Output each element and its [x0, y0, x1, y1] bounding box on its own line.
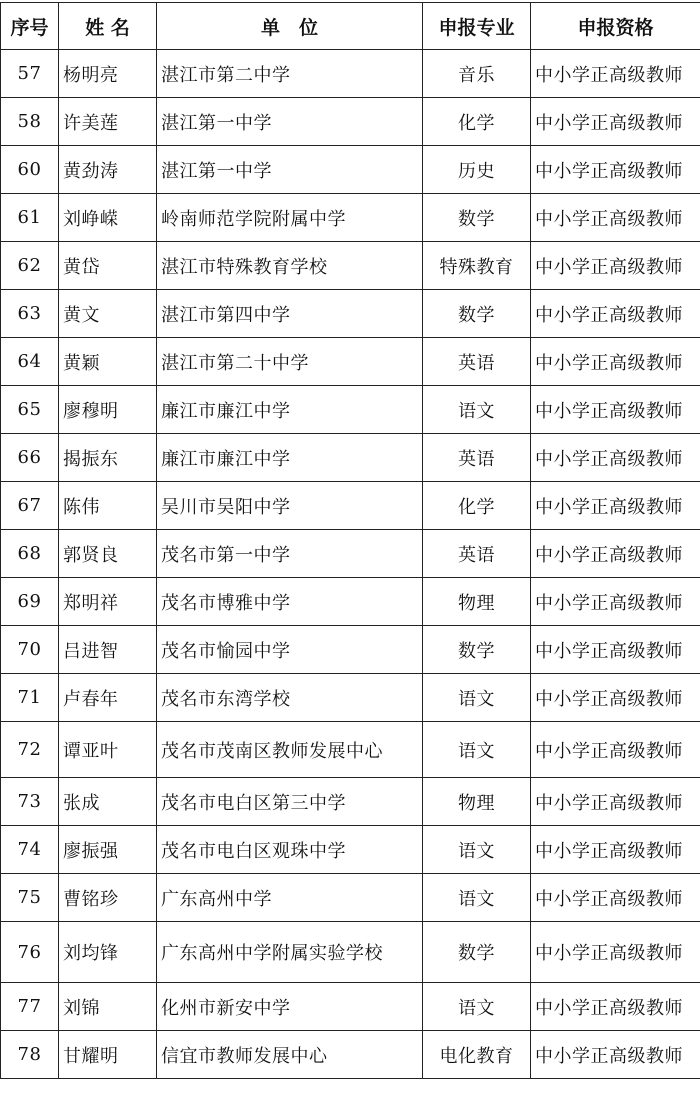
table-row	[1, 922, 700, 983]
cell-unit: 信宜市教师发展中心	[157, 1031, 423, 1079]
cell-unit: 岭南师范学院附属中学	[157, 194, 423, 242]
cell-qualification: 中小学正高级教师	[531, 626, 700, 674]
cell-unit: 茂名市电白区观珠中学	[157, 826, 423, 874]
table-row	[1, 826, 700, 874]
cell-major: 语文	[423, 826, 531, 874]
cell-qualification: 中小学正高级教师	[531, 874, 700, 922]
cell-unit: 茂名市博雅中学	[157, 578, 423, 626]
cell-major: 数学	[423, 922, 531, 983]
cell-major: 英语	[423, 338, 531, 386]
cell-unit: 湛江市第四中学	[157, 290, 423, 338]
header-unit: 单 位	[157, 3, 423, 50]
cell-name: 许美莲	[59, 98, 157, 146]
cell-qualification: 中小学正高级教师	[531, 578, 700, 626]
cell-unit: 吴川市吴阳中学	[157, 482, 423, 530]
cell-unit: 湛江市第二中学	[157, 50, 423, 98]
cell-number: 60	[1, 146, 59, 194]
cell-major: 化学	[423, 98, 531, 146]
cell-major: 英语	[423, 530, 531, 578]
cell-major: 数学	[423, 626, 531, 674]
cell-number: 58	[1, 98, 59, 146]
cell-qualification: 中小学正高级教师	[531, 290, 700, 338]
cell-major: 英语	[423, 434, 531, 482]
cell-major: 音乐	[423, 50, 531, 98]
cell-major: 物理	[423, 778, 531, 826]
cell-major: 语文	[423, 722, 531, 778]
cell-number: 77	[1, 983, 59, 1031]
cell-qualification: 中小学正高级教师	[531, 50, 700, 98]
cell-unit: 茂名市第一中学	[157, 530, 423, 578]
cell-number: 74	[1, 826, 59, 874]
cell-unit: 湛江市第二十中学	[157, 338, 423, 386]
cell-number: 68	[1, 530, 59, 578]
cell-major: 化学	[423, 482, 531, 530]
cell-qualification: 中小学正高级教师	[531, 674, 700, 722]
table-row	[1, 983, 700, 1031]
cell-qualification: 中小学正高级教师	[531, 983, 700, 1031]
table-row	[1, 50, 700, 98]
cell-name: 谭亚叶	[59, 722, 157, 778]
table-row	[1, 242, 700, 290]
cell-qualification: 中小学正高级教师	[531, 338, 700, 386]
cell-qualification: 中小学正高级教师	[531, 242, 700, 290]
cell-number: 69	[1, 578, 59, 626]
cell-name: 甘耀明	[59, 1031, 157, 1079]
table-row	[1, 146, 700, 194]
cell-name: 廖穆明	[59, 386, 157, 434]
cell-number: 65	[1, 386, 59, 434]
cell-major: 特殊教育	[423, 242, 531, 290]
cell-name: 郑明祥	[59, 578, 157, 626]
cell-name: 郭贤良	[59, 530, 157, 578]
cell-qualification: 中小学正高级教师	[531, 778, 700, 826]
cell-major: 数学	[423, 290, 531, 338]
table-row	[1, 386, 700, 434]
cell-number: 66	[1, 434, 59, 482]
table-row	[1, 578, 700, 626]
cell-qualification: 中小学正高级教师	[531, 1031, 700, 1079]
cell-name: 揭振东	[59, 434, 157, 482]
table-row	[1, 722, 700, 778]
cell-unit: 湛江第一中学	[157, 98, 423, 146]
cell-number: 63	[1, 290, 59, 338]
cell-number: 67	[1, 482, 59, 530]
cell-unit: 廉江市廉江中学	[157, 386, 423, 434]
cell-qualification: 中小学正高级教师	[531, 722, 700, 778]
cell-unit: 茂名市茂南区教师发展中心	[157, 722, 423, 778]
cell-qualification: 中小学正高级教师	[531, 146, 700, 194]
cell-name: 杨明亮	[59, 50, 157, 98]
cell-unit: 茂名市东湾学校	[157, 674, 423, 722]
cell-major: 语文	[423, 983, 531, 1031]
cell-name: 卢春年	[59, 674, 157, 722]
cell-number: 73	[1, 778, 59, 826]
cell-name: 黄岱	[59, 242, 157, 290]
cell-major: 语文	[423, 674, 531, 722]
table-row	[1, 626, 700, 674]
table-row	[1, 874, 700, 922]
cell-number: 70	[1, 626, 59, 674]
header-major: 申报专业	[423, 3, 531, 50]
cell-unit: 茂名市愉园中学	[157, 626, 423, 674]
cell-major: 数学	[423, 194, 531, 242]
cell-name: 黄文	[59, 290, 157, 338]
table-row	[1, 778, 700, 826]
table-row	[1, 98, 700, 146]
cell-major: 历史	[423, 146, 531, 194]
table-row	[1, 1031, 700, 1079]
cell-major: 语文	[423, 386, 531, 434]
cell-qualification: 中小学正高级教师	[531, 386, 700, 434]
cell-number: 75	[1, 874, 59, 922]
cell-number: 57	[1, 50, 59, 98]
cell-unit: 茂名市电白区第三中学	[157, 778, 423, 826]
cell-number: 71	[1, 674, 59, 722]
cell-unit: 廉江市廉江中学	[157, 434, 423, 482]
table-body	[1, 50, 700, 1079]
header-name: 姓 名	[59, 3, 157, 50]
cell-number: 61	[1, 194, 59, 242]
header-number: 序号	[1, 3, 59, 50]
cell-name: 刘均锋	[59, 922, 157, 983]
cell-unit: 化州市新安中学	[157, 983, 423, 1031]
cell-qualification: 中小学正高级教师	[531, 98, 700, 146]
cell-major: 语文	[423, 874, 531, 922]
cell-unit: 湛江第一中学	[157, 146, 423, 194]
cell-qualification: 中小学正高级教师	[531, 922, 700, 983]
table-row	[1, 530, 700, 578]
table-row	[1, 482, 700, 530]
header-qualification: 申报资格	[531, 3, 700, 50]
table-header	[1, 3, 700, 50]
cell-qualification: 中小学正高级教师	[531, 434, 700, 482]
cell-name: 曹铭珍	[59, 874, 157, 922]
cell-name: 陈伟	[59, 482, 157, 530]
table-row	[1, 434, 700, 482]
cell-major: 物理	[423, 578, 531, 626]
cell-number: 78	[1, 1031, 59, 1079]
table-row	[1, 674, 700, 722]
cell-unit: 湛江市特殊教育学校	[157, 242, 423, 290]
header-row	[1, 3, 700, 50]
cell-name: 张成	[59, 778, 157, 826]
cell-name: 刘锦	[59, 983, 157, 1031]
cell-unit: 广东高州中学	[157, 874, 423, 922]
cell-qualification: 中小学正高级教师	[531, 826, 700, 874]
teacher-qualification-table	[0, 2, 700, 1079]
cell-name: 吕进智	[59, 626, 157, 674]
cell-number: 64	[1, 338, 59, 386]
cell-name: 黄颖	[59, 338, 157, 386]
cell-unit: 广东高州中学附属实验学校	[157, 922, 423, 983]
table-row	[1, 194, 700, 242]
cell-number: 72	[1, 722, 59, 778]
cell-major: 电化教育	[423, 1031, 531, 1079]
cell-number: 76	[1, 922, 59, 983]
table-row	[1, 290, 700, 338]
cell-name: 廖振强	[59, 826, 157, 874]
cell-qualification: 中小学正高级教师	[531, 482, 700, 530]
cell-qualification: 中小学正高级教师	[531, 530, 700, 578]
cell-qualification: 中小学正高级教师	[531, 194, 700, 242]
cell-number: 62	[1, 242, 59, 290]
cell-name: 刘峥嵘	[59, 194, 157, 242]
cell-name: 黄劲涛	[59, 146, 157, 194]
table-row	[1, 338, 700, 386]
